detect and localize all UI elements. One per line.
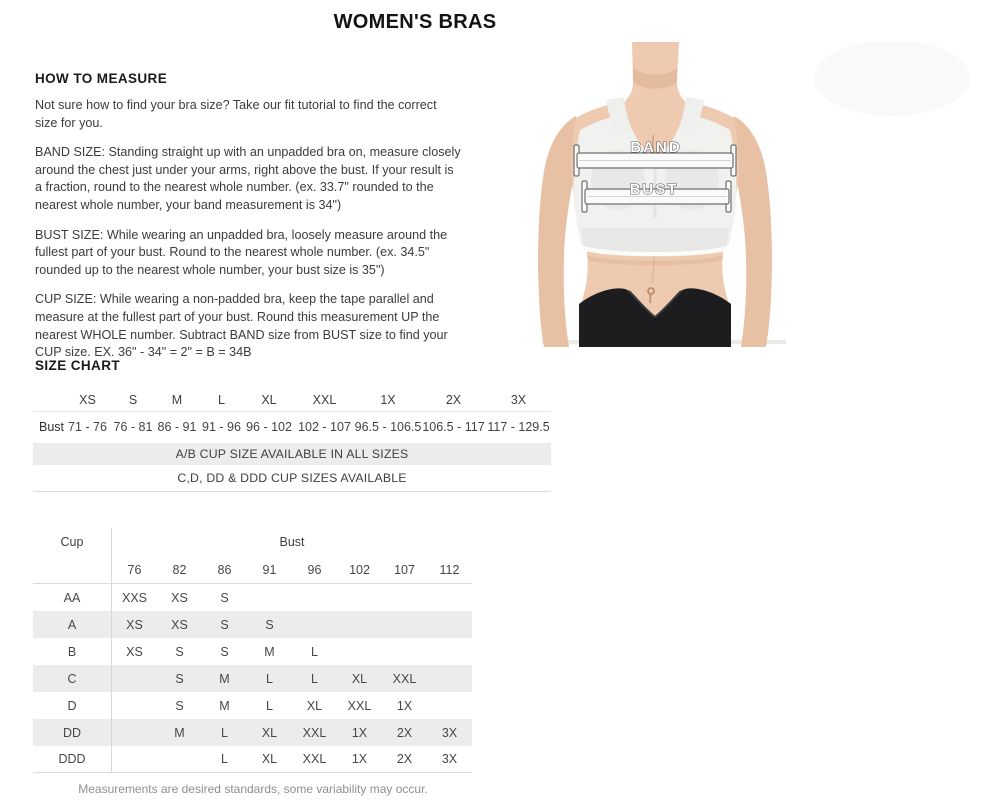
cup-size-cell: 2X xyxy=(382,746,427,773)
bust-range-cell: 117 - 129.5 xyxy=(487,420,550,434)
cup-size-cell xyxy=(427,665,472,692)
cup-size-cell xyxy=(427,692,472,719)
band-label: BAND xyxy=(630,139,682,156)
cup-size-cell: L xyxy=(202,719,247,746)
cup-row-label: A xyxy=(33,611,112,638)
bust-range-cell: 96 - 102 xyxy=(246,420,292,434)
measurement-disclaimer: Measurements are desired standards, some variability may occur. xyxy=(78,782,428,796)
cup-size-cell xyxy=(292,584,337,611)
cup-size-cell: M xyxy=(264,644,275,659)
cup-size-cell: S xyxy=(157,665,202,692)
cup-size-cell xyxy=(382,611,427,638)
cup-column-header: Cup xyxy=(33,528,112,556)
cup-row-label: D xyxy=(33,692,112,719)
cup-size-cell: XXL xyxy=(292,719,337,746)
cup-size-cell xyxy=(112,665,157,692)
cup-size-cell xyxy=(112,746,157,773)
cup-size-cell: S xyxy=(220,590,229,605)
bust-size-paragraph: BUST SIZE: While wearing an unpadded bra, loosely measure around the fullest part of your bust. Round to the nearest whole number. (ex. 34.5" rounded up to the nearest whole number, your bust size is 35") xyxy=(35,227,448,277)
intro-paragraph: Not sure how to find your bra size? Take our fit tutorial to find the correct size for you. xyxy=(35,98,437,130)
cup-size-cell xyxy=(382,584,427,611)
bust-range-cell: 71 - 76 xyxy=(68,420,107,434)
bust-value-header: 107 xyxy=(382,556,427,584)
cup-size-cell: 3X xyxy=(427,719,472,746)
size-header-l: L xyxy=(199,389,244,412)
bust-value-header: 112 xyxy=(427,556,472,584)
cup-size-cell: XS xyxy=(126,644,143,659)
size-chart-heading: SIZE CHART xyxy=(35,358,120,373)
cup-size-cell xyxy=(337,584,382,611)
cup-size-cell: S xyxy=(220,644,229,659)
cup-size-cell: S xyxy=(202,611,247,638)
cup-size-cell: 1X xyxy=(337,746,382,773)
cup-size-cell: S xyxy=(247,611,292,638)
cup-size-cell: L xyxy=(247,665,292,692)
cup-size-cell: L xyxy=(292,665,337,692)
cup-size-cell: XL xyxy=(306,698,323,713)
bust-range-cell: 102 - 107 xyxy=(298,420,351,434)
size-header-2x: 2X xyxy=(421,389,486,412)
cdd-cup-banner: C,D, DD & DDD CUP SIZES AVAILABLE xyxy=(33,465,551,492)
size-chart-table xyxy=(33,389,551,492)
cup-size-cell xyxy=(112,719,157,746)
ab-cup-banner: A/B CUP SIZE AVAILABLE IN ALL SIZES xyxy=(33,443,551,465)
band-size-paragraph: BAND SIZE: Standing straight up with an unpadded bra on, measure closely around the chest just under your arms, right above the bust. If your result is a fraction, round to the nearest whole number. (ex. 33.7" rounded to the nearest whole number, your band measurement is 34") xyxy=(35,145,461,212)
bust-range-cell: 106.5 - 117 xyxy=(422,420,485,434)
cup-size-cell: XL xyxy=(337,665,382,692)
bust-value-header: 76 xyxy=(112,556,157,584)
size-header-1x: 1X xyxy=(355,389,421,412)
how-to-measure-section xyxy=(35,71,461,374)
size-header-xl: XL xyxy=(244,389,294,412)
size-header-s: S xyxy=(111,389,155,412)
cup-size-cell: XXL xyxy=(382,665,427,692)
size-header-xxl: XXL xyxy=(294,389,355,412)
bust-value-header: 86 xyxy=(202,556,247,584)
cup-size-cell xyxy=(337,638,382,665)
cup-size-cell xyxy=(427,611,472,638)
t1-corner-cell xyxy=(33,389,64,412)
cup-size-cell xyxy=(427,638,472,665)
size-header-xs: XS xyxy=(64,389,111,412)
cup-size-cell: M xyxy=(157,719,202,746)
bust-value-header: 96 xyxy=(292,556,337,584)
cup-size-cell: M xyxy=(202,665,247,692)
cup-size-cell xyxy=(382,638,427,665)
cup-size-cell: 3X xyxy=(427,746,472,773)
size-header-3x: 3X xyxy=(486,389,551,412)
bust-row-label: Bust xyxy=(39,420,65,434)
how-to-measure-heading: HOW TO MEASURE xyxy=(35,71,168,86)
bust-column-header: Bust xyxy=(279,535,305,549)
left-arm xyxy=(538,116,576,347)
cup-size-cell: XS xyxy=(171,590,188,605)
cup-size-cell xyxy=(292,611,337,638)
bust-range-cell: 86 - 91 xyxy=(157,420,197,434)
cup-size-table xyxy=(33,528,473,773)
cup-size-cell: L xyxy=(202,746,247,773)
cup-size-cell: XL xyxy=(247,746,292,773)
size-header-m: M xyxy=(155,389,199,412)
bust-range-cell: 96.5 - 106.5 xyxy=(354,420,422,434)
measurement-figure-illustration xyxy=(530,42,1000,347)
cup-size-cell xyxy=(112,692,157,719)
cup-size-cell: S xyxy=(175,698,184,713)
cup-row-label: C xyxy=(33,665,112,692)
cup-size-cell: 1X xyxy=(337,719,382,746)
cup-size-cell: XS xyxy=(112,611,157,638)
cup-row-label: AA xyxy=(33,584,112,611)
cup-size-cell: L xyxy=(311,644,318,659)
bust-range-cell: 76 - 81 xyxy=(113,420,153,434)
cup-size-cell xyxy=(157,746,202,773)
t2-subheader-corner xyxy=(33,556,112,584)
cup-size-cell: 2X xyxy=(382,719,427,746)
bust-range-cell: 91 - 96 xyxy=(202,420,241,434)
cup-size-cell xyxy=(427,584,472,611)
cup-size-cell: L xyxy=(266,698,273,713)
page-title: WOMEN'S BRAS xyxy=(333,11,497,33)
bust-value-header: 102 xyxy=(337,556,382,584)
right-arm xyxy=(734,116,772,347)
cup-size-paragraph: CUP SIZE: While wearing a non-padded bra, keep the tape parallel and measure at the fullest part of your bust. Round this measurement UP the nearest WHOLE number. Subtract BAND size from BUST size to find your CUP size. EX. 36" - 34" = 2" = B = 34B xyxy=(35,292,448,360)
cup-size-cell: XXL xyxy=(347,698,372,713)
bust-value-header: 91 xyxy=(247,556,292,584)
cup-size-cell: XXS xyxy=(121,590,147,605)
cup-size-cell: XL xyxy=(247,719,292,746)
cup-size-cell: S xyxy=(175,644,184,659)
cup-row-label: DD xyxy=(33,719,112,746)
cup-row-label: DDD xyxy=(33,746,112,773)
bust-label: BUST xyxy=(629,181,679,198)
cup-size-cell: 1X xyxy=(396,698,413,713)
cup-size-cell xyxy=(247,584,292,611)
cup-size-cell: M xyxy=(219,698,230,713)
bust-value-header: 82 xyxy=(157,556,202,584)
cup-size-cell: XS xyxy=(157,611,202,638)
cup-size-cell: XXL xyxy=(292,746,337,773)
cup-row-label: B xyxy=(33,638,112,665)
background-blob xyxy=(814,42,970,116)
cup-size-cell xyxy=(337,611,382,638)
measurement-figure xyxy=(530,42,1000,347)
